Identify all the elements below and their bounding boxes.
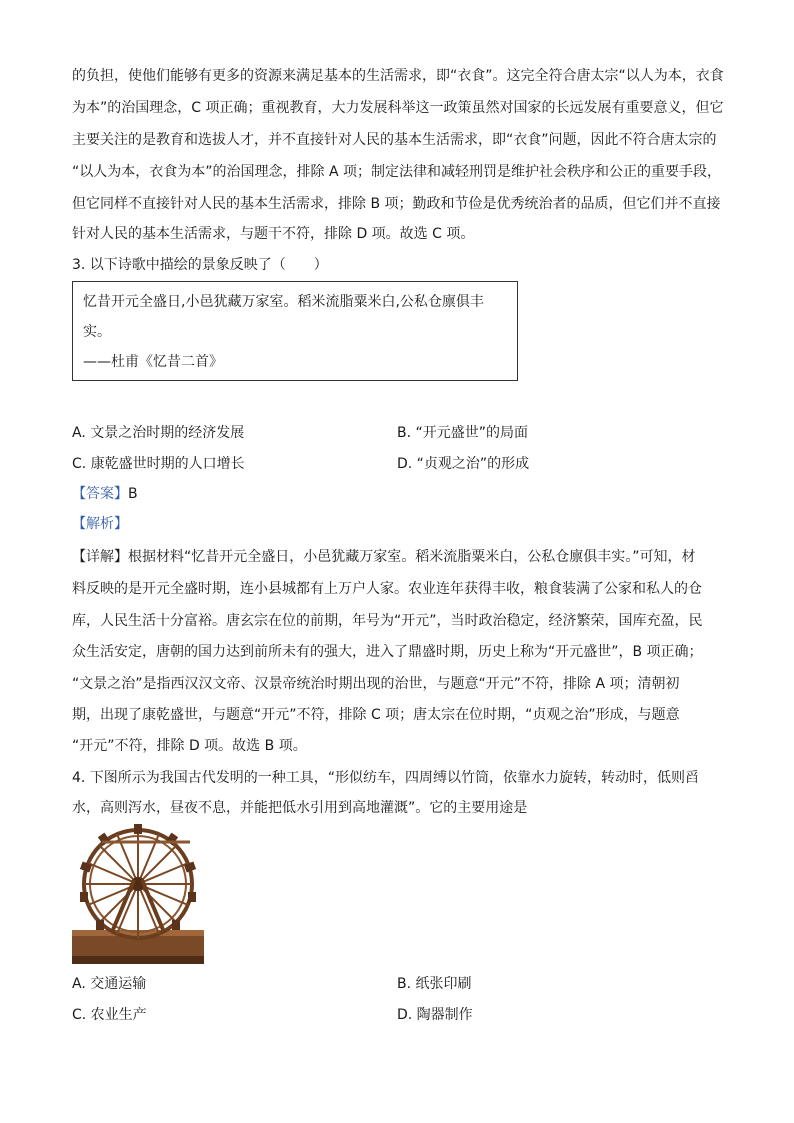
q3-detail-line-1 [72, 547, 732, 567]
explanation-line-1: 的负担，使他们能够有更多的资源来满足基本的生活需求，即“衣食”。这完全符合唐太宗“以人为本，衣食 [72, 68, 724, 84]
q4-option-b: B. 纸张印刷 [397, 976, 472, 992]
poem-line-2: 实。 [83, 324, 111, 340]
answer-value: B [128, 486, 138, 502]
detail-text-1: 根据材料“忆昔开元全盛日，小邑犹藏万家室。稻米流脂粟米白，公私仓廪俱丰实。”可知，材 [128, 549, 696, 565]
question-4-stem-line-2: 水，高则泻水，昼夜不息，并能把低水引用到高地灌溉”。它的主要用途是 [72, 800, 528, 816]
poem-line-1: 忆昔开元全盛日,小邑犹藏万家室。稻米流脂粟米白,公私仓廪俱丰 [83, 294, 484, 310]
waterwheel-image [72, 822, 204, 964]
explanation-line-2: 为本”的治国理念，C 项正确；重视教育，大力发展科举这一政策虽然对国家的长远发展有重要意义，但它 [72, 100, 724, 116]
q4-option-c: C. 农业生产 [72, 1007, 147, 1023]
explanation-line-6: 针对人民的基本生活需求，与题干不符，排除 D 项。故选 C 项。 [72, 226, 475, 242]
answer-label: 【答案】 [72, 486, 128, 502]
question-4-stem-line-1: 4. 下图所示为我国古代发明的一种工具，“形似纺车，四周缚以竹筒，依靠水力旋转，转动时，低则舀 [72, 770, 700, 786]
q3-analysis-label [72, 514, 732, 534]
q4-option-d: D. 陶器制作 [397, 1007, 473, 1023]
q3-detail-line-3: 库，人民生活十分富裕。唐玄宗在位的前期，年号为“开元”，当时政治稳定，经济繁荣，国库充盈，民 [72, 613, 703, 629]
explanation-line-3: 主要关注的是教育和选拔人才，并不直接针对人民的基本生活需求，即“衣食”问题，因此不符合唐太宗的 [72, 132, 717, 148]
poem-source: ——杜甫《忆昔二首》 [83, 354, 223, 370]
q3-detail-line-7: “开元”不符，排除 D 项。故选 B 项。 [72, 738, 307, 754]
q3-answer [72, 484, 732, 504]
q3-detail-line-4: 众生活安定，唐朝的国力达到前所未有的强大，进入了鼎盛时期，历史上称为“开元盛世”，B 项正确； [72, 644, 703, 660]
q3-detail-line-5: “文景之治”是指西汉汉文帝、汉景帝统治时期出现的治世，与题意“开元”不符，排除 A 项；清朝初 [72, 676, 680, 692]
poem-box [72, 281, 518, 381]
q3-detail-line-6: 期，出现了康乾盛世，与题意“开元”不符，排除 C 项；唐太宗在位时期，“贞观之治”形成，与题意 [72, 707, 680, 723]
q3-option-a: A. 文景之治时期的经济发展 [72, 425, 245, 441]
q3-option-d: D. “贞观之治”的形成 [397, 456, 530, 472]
analysis-label: 【解析】 [72, 516, 128, 532]
q3-option-c: C. 康乾盛世时期的人口增长 [72, 456, 245, 472]
detail-label: 【详解】 [72, 549, 128, 565]
q3-detail-line-2: 料反映的是开元全盛时期，连小县城都有上万户人家。农业连年获得丰收，粮食装满了公家和私人的仓 [72, 581, 702, 597]
question-3-stem: 3. 以下诗歌中描绘的景象反映了（ ） [72, 257, 328, 273]
explanation-line-5: 但它同样不直接针对人民的基本生活需求，排除 B 项；勤政和节俭是优秀统治者的品质，但它们并不直接 [72, 196, 721, 212]
q3-option-b: B. “开元盛世”的局面 [397, 425, 529, 441]
q4-option-a: A. 交通运输 [72, 976, 147, 992]
explanation-line-4: “以人为本，衣食为本”的治国理念，排除 A 项；制定法律和减轻刑罚是维护社会秩序和公正的重要手段， [72, 164, 721, 180]
